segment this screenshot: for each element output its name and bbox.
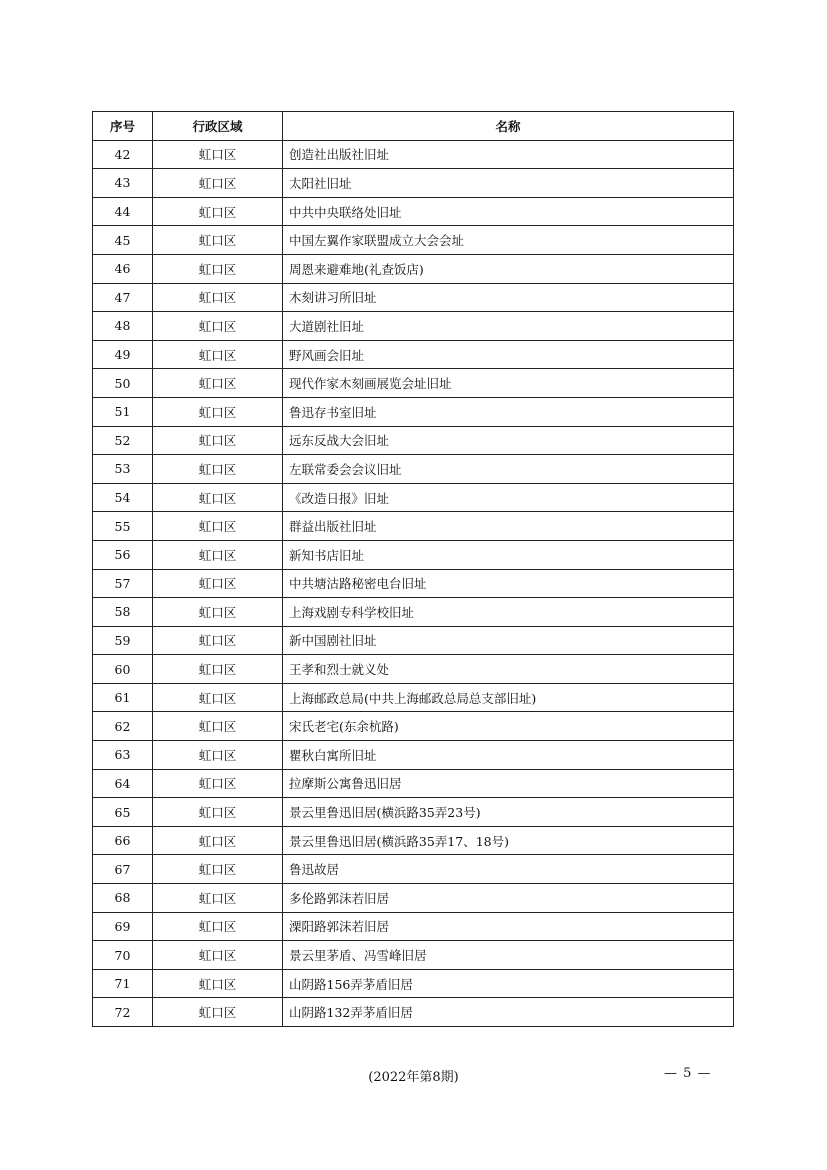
table-row <box>93 998 734 1027</box>
cell-district: 虹口区 <box>153 598 283 627</box>
table-row <box>93 598 734 627</box>
table-row <box>93 569 734 598</box>
header-name: 名称 <box>283 112 734 141</box>
cell-number: 56 <box>93 540 153 569</box>
cell-name: 左联常委会会议旧址 <box>283 455 734 484</box>
cell-name: 景云里鲁迅旧居(横浜路35弄17、18号) <box>283 826 734 855</box>
table-row <box>93 626 734 655</box>
cell-number: 62 <box>93 712 153 741</box>
cell-name: 《改造日报》旧址 <box>283 483 734 512</box>
table-row <box>93 455 734 484</box>
cell-number: 57 <box>93 569 153 598</box>
cell-number: 42 <box>93 140 153 169</box>
cell-number: 61 <box>93 683 153 712</box>
cell-district: 虹口区 <box>153 512 283 541</box>
cell-name: 周恩来避难地(礼查饭店) <box>283 254 734 283</box>
cell-district: 虹口区 <box>153 912 283 941</box>
cell-district: 虹口区 <box>153 283 283 312</box>
cell-number: 52 <box>93 426 153 455</box>
cell-number: 45 <box>93 226 153 255</box>
cell-name: 山阴路156弄茅盾旧居 <box>283 969 734 998</box>
table-row <box>93 369 734 398</box>
cell-number: 47 <box>93 283 153 312</box>
cell-number: 59 <box>93 626 153 655</box>
cell-district: 虹口区 <box>153 340 283 369</box>
cell-number: 46 <box>93 254 153 283</box>
table-row <box>93 855 734 884</box>
cell-name: 太阳社旧址 <box>283 169 734 198</box>
table-row <box>93 197 734 226</box>
cell-district: 虹口区 <box>153 455 283 484</box>
cell-number: 71 <box>93 969 153 998</box>
table-header-row <box>93 112 734 141</box>
cell-district: 虹口区 <box>153 826 283 855</box>
cell-name: 上海戏剧专科学校旧址 <box>283 598 734 627</box>
cell-name: 中共中央联络处旧址 <box>283 197 734 226</box>
table-row <box>93 169 734 198</box>
table-row <box>93 741 734 770</box>
cell-district: 虹口区 <box>153 197 283 226</box>
header-number: 序号 <box>93 112 153 141</box>
cell-district: 虹口区 <box>153 798 283 827</box>
cell-name: 新中国剧社旧址 <box>283 626 734 655</box>
table-row <box>93 340 734 369</box>
cell-number: 60 <box>93 655 153 684</box>
table-row <box>93 884 734 913</box>
cell-number: 55 <box>93 512 153 541</box>
table-body <box>93 140 734 1026</box>
cell-number: 66 <box>93 826 153 855</box>
cell-name: 木刻讲习所旧址 <box>283 283 734 312</box>
cell-district: 虹口区 <box>153 140 283 169</box>
cell-district: 虹口区 <box>153 369 283 398</box>
cell-district: 虹口区 <box>153 254 283 283</box>
table-row <box>93 283 734 312</box>
cell-district: 虹口区 <box>153 855 283 884</box>
cell-number: 51 <box>93 397 153 426</box>
cell-number: 72 <box>93 998 153 1027</box>
cell-district: 虹口区 <box>153 769 283 798</box>
table-row <box>93 512 734 541</box>
table-row <box>93 226 734 255</box>
cell-name: 大道剧社旧址 <box>283 312 734 341</box>
cell-district: 虹口区 <box>153 426 283 455</box>
cell-district: 虹口区 <box>153 884 283 913</box>
cell-name: 鲁迅存书室旧址 <box>283 397 734 426</box>
cell-name: 景云里鲁迅旧居(横浜路35弄23号) <box>283 798 734 827</box>
heritage-sites-table <box>92 111 734 1027</box>
cell-name: 宋氏老宅(东余杭路) <box>283 712 734 741</box>
cell-district: 虹口区 <box>153 397 283 426</box>
table-row <box>93 655 734 684</box>
cell-number: 50 <box>93 369 153 398</box>
cell-number: 48 <box>93 312 153 341</box>
cell-name: 野风画会旧址 <box>283 340 734 369</box>
issue-label: (2022年第8期) <box>368 1070 459 1085</box>
cell-number: 44 <box>93 197 153 226</box>
cell-district: 虹口区 <box>153 483 283 512</box>
cell-name: 拉摩斯公寓鲁迅旧居 <box>283 769 734 798</box>
cell-district: 虹口区 <box>153 540 283 569</box>
table-row <box>93 683 734 712</box>
header-district: 行政区域 <box>153 112 283 141</box>
cell-district: 虹口区 <box>153 169 283 198</box>
table-row <box>93 969 734 998</box>
cell-name: 群益出版社旧址 <box>283 512 734 541</box>
cell-district: 虹口区 <box>153 655 283 684</box>
cell-name: 多伦路郭沫若旧居 <box>283 884 734 913</box>
cell-name: 新知书店旧址 <box>283 540 734 569</box>
page-number: — 5 — <box>664 1066 712 1081</box>
cell-name: 山阴路132弄茅盾旧居 <box>283 998 734 1027</box>
cell-district: 虹口区 <box>153 626 283 655</box>
table-row <box>93 712 734 741</box>
cell-district: 虹口区 <box>153 941 283 970</box>
cell-number: 69 <box>93 912 153 941</box>
table-row <box>93 912 734 941</box>
cell-district: 虹口区 <box>153 226 283 255</box>
cell-number: 49 <box>93 340 153 369</box>
cell-district: 虹口区 <box>153 741 283 770</box>
table-row <box>93 798 734 827</box>
table-row <box>93 426 734 455</box>
cell-name: 溧阳路郭沫若旧居 <box>283 912 734 941</box>
cell-name: 鲁迅故居 <box>283 855 734 884</box>
table-row <box>93 941 734 970</box>
cell-name: 远东反战大会旧址 <box>283 426 734 455</box>
table-row <box>93 769 734 798</box>
cell-number: 64 <box>93 769 153 798</box>
table-row <box>93 540 734 569</box>
cell-number: 58 <box>93 598 153 627</box>
cell-number: 63 <box>93 741 153 770</box>
cell-name: 创造社出版社旧址 <box>283 140 734 169</box>
cell-name: 中国左翼作家联盟成立大会会址 <box>283 226 734 255</box>
cell-name: 中共塘沽路秘密电台旧址 <box>283 569 734 598</box>
table-row <box>93 140 734 169</box>
cell-district: 虹口区 <box>153 712 283 741</box>
cell-number: 70 <box>93 941 153 970</box>
cell-number: 68 <box>93 884 153 913</box>
cell-number: 54 <box>93 483 153 512</box>
table-row <box>93 483 734 512</box>
cell-name: 瞿秋白寓所旧址 <box>283 741 734 770</box>
table-row <box>93 254 734 283</box>
cell-name: 上海邮政总局(中共上海邮政总局总支部旧址) <box>283 683 734 712</box>
table-row <box>93 312 734 341</box>
table-row <box>93 826 734 855</box>
cell-name: 王孝和烈士就义处 <box>283 655 734 684</box>
cell-district: 虹口区 <box>153 569 283 598</box>
cell-district: 虹口区 <box>153 969 283 998</box>
cell-name: 景云里茅盾、冯雪峰旧居 <box>283 941 734 970</box>
cell-name: 现代作家木刻画展览会址旧址 <box>283 369 734 398</box>
cell-number: 65 <box>93 798 153 827</box>
cell-number: 67 <box>93 855 153 884</box>
cell-number: 43 <box>93 169 153 198</box>
cell-district: 虹口区 <box>153 312 283 341</box>
cell-number: 53 <box>93 455 153 484</box>
cell-district: 虹口区 <box>153 683 283 712</box>
table-row <box>93 397 734 426</box>
cell-district: 虹口区 <box>153 998 283 1027</box>
